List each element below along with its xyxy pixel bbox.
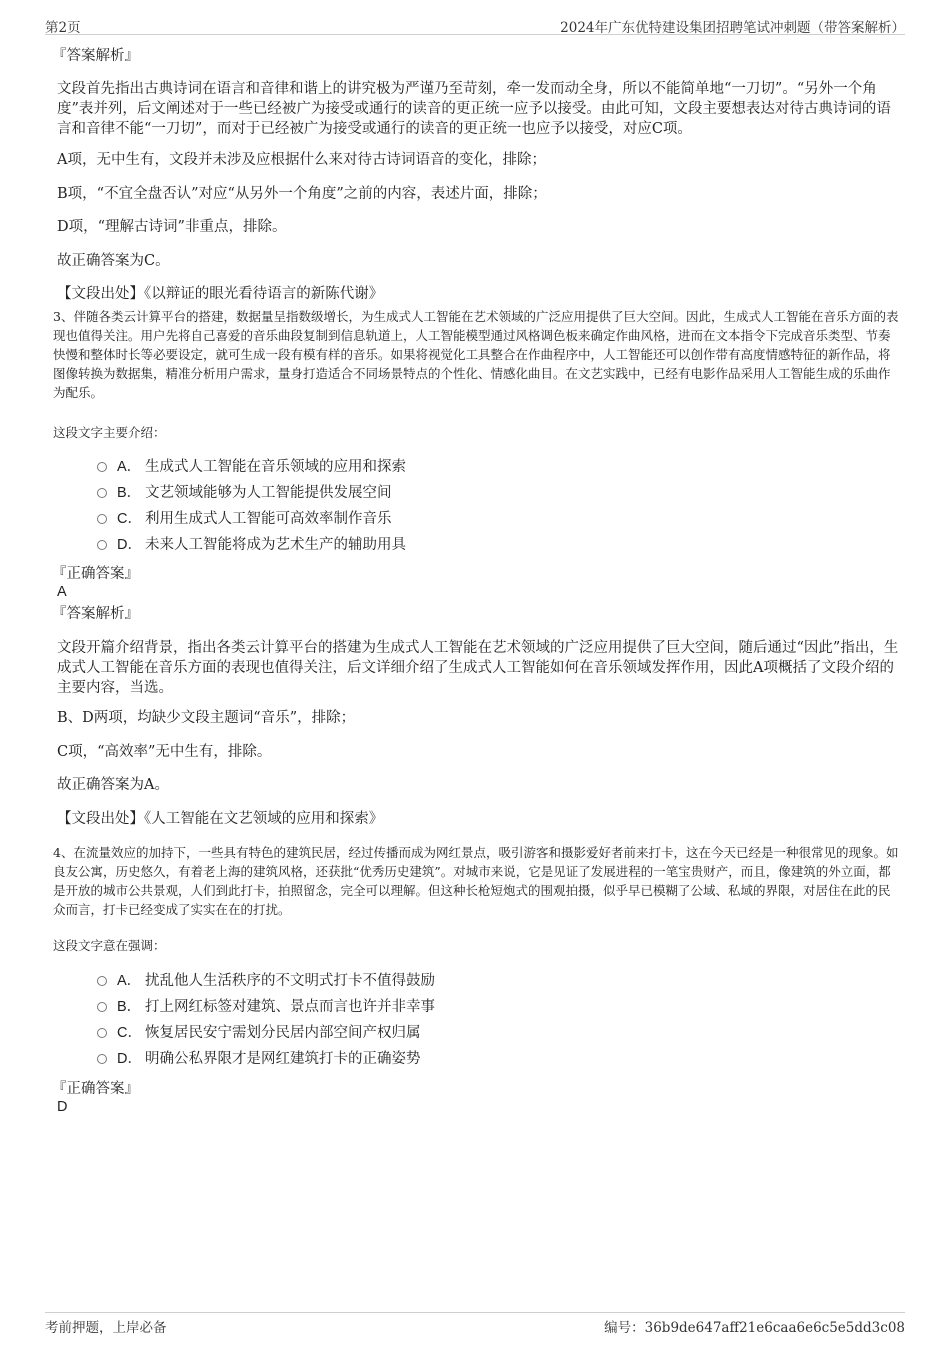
- radio-circle-icon[interactable]: [97, 976, 107, 986]
- radio-circle-icon[interactable]: [97, 514, 107, 524]
- q2-note-a: A项，无中生有，文段并未涉及应根据什么来对待古诗词语音的变化，排除；: [57, 152, 546, 168]
- page-number: 第2页: [45, 20, 81, 36]
- q3-passage: 3、伴随各类云计算平台的搭建，数据量呈指数级增长，为生成式人工智能在艺术领域的广泛应用提供了巨大空间。因此，生成式人工智能在音乐方面的表现也值得关注。用户先将自己喜爱的音乐曲段复制到信息轨道上，人工智能模型通过风格调色板来确定作曲风格，进而在文本指令下完成音乐类型、节奏快慢和整体时长等必要设定，就可生成一段有模有样的音乐。如果将视觉化工具整合在作曲程序中，人工智能还可以创作带有高度情感特征的新作品，将图像转换为数据集，精准分析用户需求，量身打造适合不同场景特点的个性化、情感化曲目。在文艺实践中，已经有电影作品采用人工智能生成的乐曲作为配乐。: [53, 309, 899, 400]
- q4-option-b[interactable]: B． 打上网红标签对建筑、景点而言也许并非幸事: [97, 994, 435, 1020]
- radio-circle-icon[interactable]: [97, 1054, 107, 1064]
- q3-analysis-label: 『答案解析』: [52, 606, 139, 622]
- q2-note-b: B项，“不宜全盘否认”对应“从另外一个角度”之前的内容，表述片面，排除；: [57, 186, 547, 202]
- radio-circle-icon[interactable]: [97, 488, 107, 498]
- q2-source: 【文段出处】《以辩证的眼光看待语言的新陈代谢》: [57, 286, 384, 302]
- q3-note-c: C项，“高效率”无中生有，排除。: [57, 744, 272, 760]
- q4-options: [97, 968, 435, 1072]
- q2-analysis-text: 文段首先指出古典诗词在语言和音律和谐上的讲究极为严谨乃至苛刻，牵一发而动全身，所以不能简单地“一刀切”。“另外一个角度”表并列，后文阐述对于一些已经被广为接受或通行的读音的更正统一应予以接受。由此可知，文段主要想表达对待古典诗词的语言和音律不能“一刀切”，而对于已经被广为接受或通行的读音的更正统一也应予以接受，对应C项。: [57, 81, 891, 137]
- page-footer: [45, 1312, 905, 1335]
- q3-option-a[interactable]: A． 生成式人工智能在音乐领域的应用和探索: [97, 454, 406, 480]
- q2-note-d: D项，“理解古诗词”非重点，排除。: [57, 219, 287, 235]
- q3-option-c[interactable]: C． 利用生成式人工智能可高效率制作音乐: [97, 506, 406, 532]
- q4-answer-label: 『正确答案』: [52, 1081, 139, 1097]
- radio-circle-icon[interactable]: [97, 540, 107, 550]
- q2-conclusion: 故正确答案为C。: [57, 253, 170, 269]
- radio-circle-icon[interactable]: [97, 1028, 107, 1038]
- q3-source: 【文段出处】《人工智能在文艺领域的应用和探索》: [57, 811, 384, 827]
- q3-analysis-text: 文段开篇介绍背景，指出各类云计算平台的搭建为生成式人工智能在艺术领域的广泛应用提供了巨大空间，随后通过“因此”指出，生成式人工智能在音乐方面的表现也值得关注，后文详细介绍了生成式人工智能如何在音乐领域发挥作用，因此A项概括了文段介绍的主要内容，当选。: [57, 640, 899, 696]
- q3-note-bd: B、D两项，均缺少文段主题词“音乐”，排除；: [57, 710, 356, 726]
- q4-option-a[interactable]: A． 扰乱他人生活秩序的不文明式打卡不值得鼓励: [97, 968, 435, 994]
- q2-analysis-label: 『答案解析』: [52, 48, 139, 64]
- q3-conclusion: 故正确答案为A。: [57, 777, 169, 793]
- page-header: [45, 14, 905, 35]
- radio-circle-icon[interactable]: [97, 462, 107, 472]
- radio-circle-icon[interactable]: [97, 1002, 107, 1012]
- q3-answer-label: 『正确答案』: [52, 566, 139, 582]
- q3-option-b[interactable]: B． 文艺领域能够为人工智能提供发展空间: [97, 480, 406, 506]
- document-title: 2024年广东优特建设集团招聘笔试冲刺题（带答案解析）: [560, 20, 905, 36]
- q4-option-d[interactable]: D． 明确公私界限才是网红建筑打卡的正确姿势: [97, 1046, 435, 1072]
- document-id: 编号：36b9de647aff21e6caa6e6c5e5dd3c08: [604, 1320, 905, 1336]
- q3-options: [97, 454, 406, 558]
- q4-answer: D: [57, 1099, 68, 1115]
- q3-prompt: 这段文字主要介绍：: [53, 425, 166, 440]
- q3-option-d[interactable]: D． 未来人工智能将成为艺术生产的辅助用具: [97, 532, 406, 558]
- q4-passage: 4、在流量效应的加持下，一些具有特色的建筑民居，经过传播而成为网红景点，吸引游客和摄影爱好者前来打卡，这在今天已经是一种很常见的现象。如良友公寓，历史悠久，有着老上海的建筑风格，还获批“优秀历史建筑”。对城市来说，它是见证了发展进程的一笔宝贵财产，而且，像建筑的外立面，都是开放的城市公共景观，人们到此打卡，拍照留念，完全可以理解。但这种长枪短炮式的围观拍摄，似乎早已模糊了公域、私域的界限，对居住在此的民众而言，打卡已经变成了实实在在的打扰。: [53, 845, 899, 917]
- q4-option-c[interactable]: C． 恢复居民安宁需划分民居内部空间产权归属: [97, 1020, 435, 1046]
- q4-prompt: 这段文字意在强调：: [53, 938, 166, 953]
- footer-slogan: 考前押题，上岸必备: [45, 1320, 167, 1336]
- q3-answer: A: [57, 584, 67, 600]
